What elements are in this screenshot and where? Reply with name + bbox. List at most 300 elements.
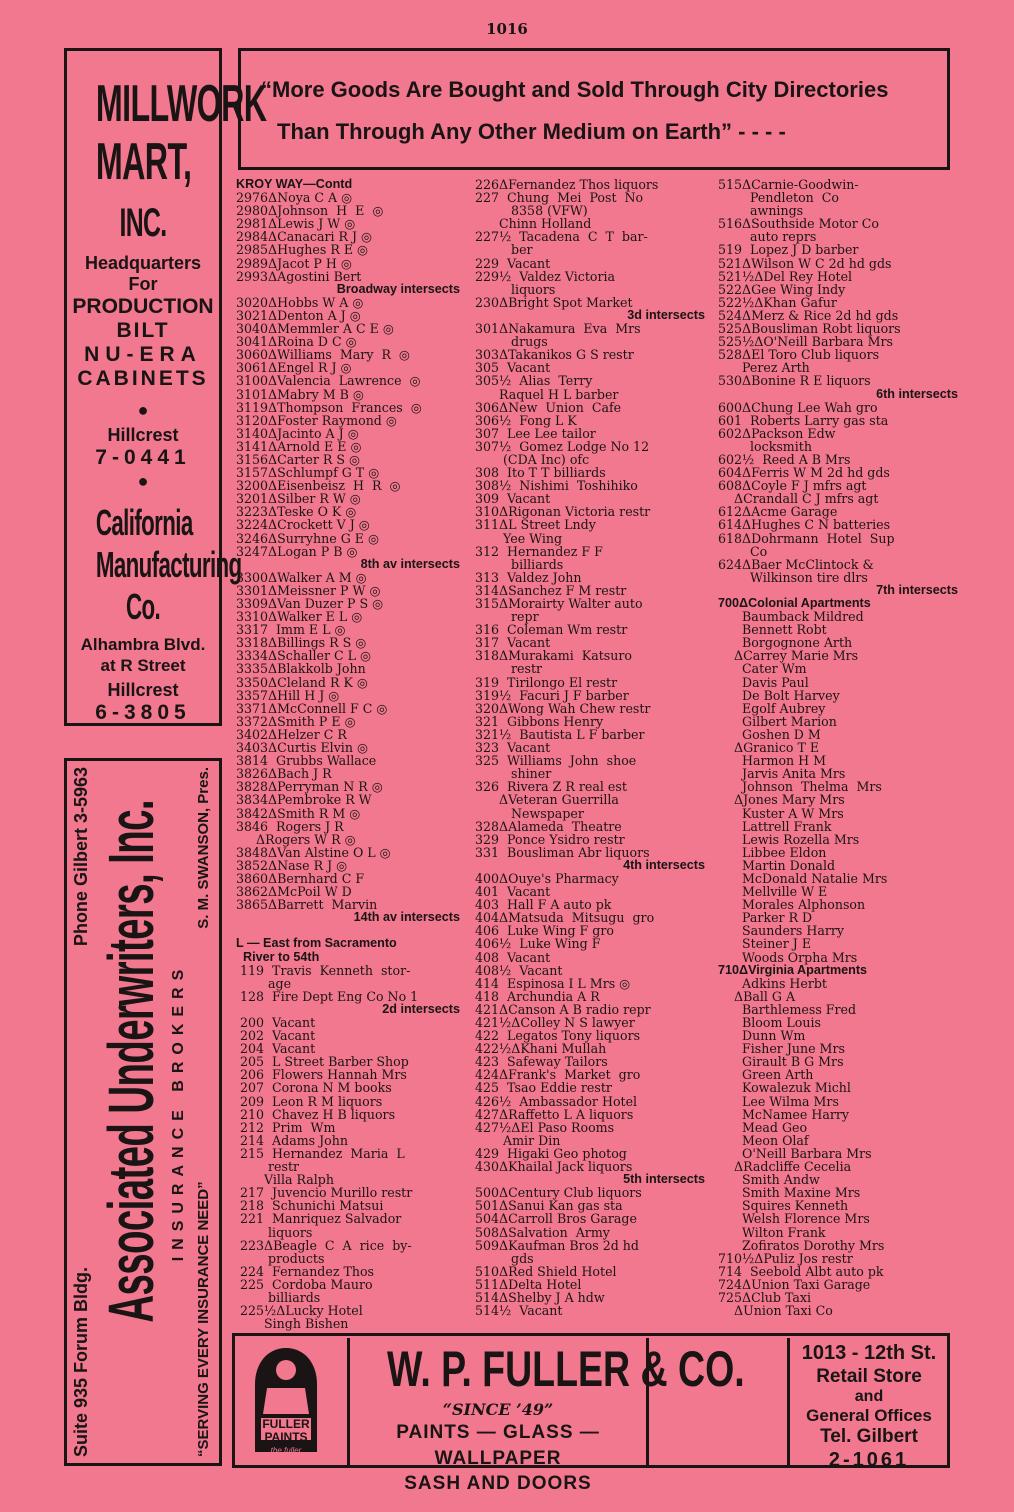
intersection-heading: 7th intersects	[876, 582, 958, 597]
directory-entry: 3335ΔBlakkolb John	[236, 661, 366, 677]
directory-entry: 227 Chung Mei Post No	[475, 190, 644, 206]
directory-entry: repr	[475, 609, 539, 625]
directory-entry: Welsh Florence Mrs	[718, 1211, 870, 1227]
directory-entry: McNamee Harry	[718, 1106, 849, 1122]
directory-entry: 2984ΔCanacari R J ◎	[236, 229, 373, 245]
directory-entry: 3300ΔWalker A M ◎	[236, 569, 367, 585]
directory-entry: 602ΔPackson Edw	[718, 425, 836, 441]
directory-entry: 3848ΔVan Alstine O L ◎	[236, 844, 391, 860]
directory-entry: 602½ Reed A B Mrs	[718, 451, 851, 467]
directory-entry: Wilkinson tire dlrs	[718, 569, 868, 585]
directory-entry: restr	[236, 1159, 300, 1175]
directory-entry: 401 Vacant	[475, 884, 551, 900]
directory-entry: 323 Vacant	[475, 740, 551, 756]
directory-entry: 3814 Grubbs Wallace	[236, 753, 377, 769]
directory-entry: ΔRogers W R ◎	[236, 831, 356, 847]
directory-entry: 528ΔEl Toro Club liquors	[718, 347, 880, 363]
directory-entry: 3040ΔMemmler A C E ◎	[236, 321, 394, 337]
directory-entry: 3224ΔCrockett V J ◎	[236, 517, 370, 533]
directory-entry: Woods Orpha Mrs	[718, 949, 858, 965]
page-number: 1016	[486, 20, 528, 38]
directory-entry: 418 Archundia A R	[475, 988, 600, 1004]
directory-entry: 3862ΔMcPoil W D	[236, 884, 352, 900]
fuller-phone: 2-1061	[828, 1449, 910, 1471]
ad-co: Co.	[125, 586, 161, 627]
directory-entry: age	[236, 975, 292, 991]
directory-entry: 329 Ponce Ysidro restr	[475, 831, 625, 847]
directory-entry: 309 Vacant	[475, 491, 551, 507]
directory-entry: 600ΔChung Lee Wah gro	[718, 399, 878, 415]
directory-entry: Barthlemess Fred	[718, 1001, 857, 1017]
directory-entry: 227½ Tacadena C T bar-	[475, 229, 648, 245]
directory-entry: ber	[475, 242, 533, 258]
directory-column-2	[475, 178, 705, 1317]
directory-entry: 310ΔRigonan Victoria restr	[475, 504, 651, 520]
banner-line-1: “More Goods Are Bought and Sold Through City Directories	[261, 77, 889, 102]
directory-entry: 320ΔWong Wah Chew restr	[475, 700, 651, 716]
directory-entry: 3402ΔHelzer C R	[236, 726, 347, 742]
ad-phone-gilbert: Phone Gilbert 3-5963	[71, 767, 91, 947]
directory-entry: Newspaper	[475, 805, 584, 821]
directory-entry: 331 Bousliman Abr liquors	[475, 844, 650, 860]
directory-entry: 515ΔCarnie-Goodwin-	[718, 177, 859, 192]
directory-entry: 3357ΔHill H J ◎	[236, 687, 340, 703]
directory-entry: 311ΔL Street Lndy	[475, 517, 596, 533]
directory-entry: 3301ΔMeissner P W ◎	[236, 582, 381, 598]
directory-entry: Perez Arth	[718, 360, 810, 376]
directory-entry: 3842ΔSmith R M ◎	[236, 805, 361, 821]
ad-manufacturing: Manufacturing	[95, 544, 242, 585]
directory-entry: 303ΔTakanikos G S restr	[475, 347, 634, 363]
directory-entry: 624ΔBaer McClintock &	[718, 556, 874, 572]
directory-entry: 3317 Imm E L ◎	[236, 622, 346, 638]
directory-entry: 3246ΔSurryhne G E ◎	[236, 530, 379, 546]
directory-entry: Lattrell Frank	[718, 818, 832, 834]
directory-entry: Jarvis Anita Mrs	[718, 766, 846, 782]
directory-entry: 604ΔFerris W M 2d hd gds	[718, 465, 890, 481]
directory-entry: Fisher June Mrs	[718, 1041, 845, 1057]
directory-entry: 119 Travis Kenneth stor-	[236, 962, 411, 978]
intersection-heading: 3d intersects	[627, 307, 705, 322]
directory-entry: 305½ Alias Terry	[475, 373, 593, 389]
directory-entry: 225 Cordoba Mauro	[236, 1276, 373, 1292]
directory-entry: 525½ΔO'Neill Barbara Mrs	[718, 334, 893, 350]
fuller-tel: Tel. Gilbert	[820, 1426, 918, 1447]
ad-production: PRODUCTION	[72, 295, 214, 318]
directory-entry: Davis Paul	[718, 674, 809, 690]
directory-entry: 406 Luke Wing F gro	[475, 923, 614, 939]
directory-entry: 301ΔNakamura Eva Mrs	[475, 321, 641, 337]
directory-entry: 313 Valdez John	[475, 569, 582, 585]
directory-entry: 2976ΔNoya C A ◎	[236, 190, 353, 206]
fuller-paints-ad	[232, 1333, 950, 1494]
directory-entry: 424ΔFrank's Market gro	[475, 1067, 641, 1083]
directory-entry: 522½ΔKhan Gafur	[718, 294, 837, 310]
directory-entry: 328ΔAlameda Theatre	[475, 818, 622, 834]
directory-entry: 406½ Luke Wing F	[475, 936, 601, 952]
directory-entry: Lewis Rozella Mrs	[718, 831, 860, 847]
directory-entry: awnings	[718, 203, 804, 219]
directory-entry: 325 Williams John shoe	[475, 753, 637, 769]
directory-entry: liquors	[236, 1224, 313, 1240]
directory-entry: 326 Rivera Z R real est	[475, 779, 627, 795]
street-heading: River to 54th	[236, 949, 320, 964]
directory-entry: (CDA Inc) ofc	[475, 451, 590, 467]
directory-entry: McDonald Natalie Mrs	[718, 870, 888, 886]
intersection-heading: 6th intersects	[876, 386, 958, 401]
directory-entry: products	[236, 1250, 325, 1266]
associated-underwriters-ad	[64, 758, 222, 1466]
directory-entry: 427ΔRaffetto L A liquors	[475, 1106, 634, 1122]
ad-phone-number-2: 6-3805	[95, 701, 191, 724]
directory-entry: 3120ΔFoster Raymond ◎	[236, 412, 397, 428]
directory-entry: 601 Roberts Larry gas sta	[718, 412, 889, 428]
directory-entry: O'Neill Barbara Mrs	[718, 1145, 872, 1161]
directory-entry: 3350ΔCleland R K ◎	[236, 674, 368, 690]
ad-nu-era: NU-ERA	[84, 343, 202, 366]
fuller-name: W. P. FULLER & CO.	[387, 1341, 745, 1397]
directory-entry: 3846 Rogers J R	[236, 818, 344, 834]
directory-entry: 508ΔSalvation Army	[475, 1224, 610, 1240]
intersection-heading: 14th av intersects	[353, 910, 460, 925]
directory-entry: 3834ΔPembroke R W	[236, 792, 372, 808]
directory-entry: 312 Hernandez F F	[475, 543, 603, 559]
directory-entry: 306½ Fong L K	[475, 412, 577, 428]
directory-entry: 724ΔUnion Taxi Garage	[718, 1276, 871, 1292]
directory-entry: 3156ΔCarter R S ◎	[236, 451, 360, 467]
directory-entry: 3140ΔJacinto A J ◎	[236, 425, 359, 441]
banner-line-2: Than Through Any Other Medium on Earth” - - - -	[277, 119, 786, 144]
directory-entry: 209 Leon R M liquors	[236, 1093, 383, 1109]
directory-entry: ΔRadcliffe Cecelia	[718, 1159, 852, 1175]
directory-entry: 319½ Facuri J F barber	[475, 687, 629, 703]
street-heading: 700ΔColonial Apartments	[718, 596, 871, 610]
directory-entry: Green Arth	[718, 1067, 814, 1083]
directory-entry: Smith Andw	[718, 1172, 820, 1188]
directory-entry: 504ΔCarroll Bros Garage	[475, 1211, 637, 1227]
directory-entry: 308 Ito T T billiards	[475, 465, 606, 481]
directory-entry: 3310ΔWalker E L ◎	[236, 609, 363, 625]
directory-entry: 218 Schunichi Matsui	[236, 1198, 384, 1214]
directory-entry: Harmon H M	[718, 753, 827, 769]
directory-entry: 400ΔOuye's Pharmacy	[475, 870, 619, 886]
directory-entry: 205 L Street Barber Shop	[236, 1054, 409, 1070]
directory-entry: 315ΔMorairty Walter auto	[475, 596, 643, 611]
directory-entry: auto reprs	[718, 229, 817, 245]
directory-entry: Bennett Robt	[718, 622, 827, 638]
directory-entry: 306ΔNew Union Cafe	[475, 399, 622, 415]
directory-entry: Bloom Louis	[718, 1015, 821, 1030]
directory-entry: 500ΔCentury Club liquors	[475, 1185, 642, 1201]
directory-entry: 230ΔBright Spot Market	[475, 294, 633, 310]
directory-entry: Squires Kenneth	[718, 1198, 849, 1214]
directory-entry: 3860ΔBernhard C F	[236, 870, 365, 886]
directory-entry: 221 Manriquez Salvador	[236, 1211, 402, 1227]
directories-banner	[238, 48, 950, 170]
directory-entry: 612ΔAcme Garage	[718, 504, 838, 520]
logo-label: FULLER PAINTS	[262, 1417, 310, 1444]
directory-entry: 426½ Ambassador Hotel	[475, 1093, 638, 1109]
ad-slogan: “SERVING EVERY INSURANCE NEED”	[195, 1181, 212, 1457]
directory-entry: 714 Seebold Albt auto pk	[718, 1263, 884, 1279]
directory-entry: 509ΔKaufman Bros 2d hd	[475, 1237, 639, 1253]
directory-entry: 3157ΔSchlumpf G T ◎	[236, 465, 380, 481]
directory-entry: 710½ΔPuliz Jos restr	[718, 1250, 853, 1266]
directory-entry: Egolf Aubrey	[718, 700, 826, 716]
directory-entry: 3061ΔEngel R J ◎	[236, 360, 352, 376]
directory-entry: 3060ΔWilliams Mary R ◎	[236, 347, 410, 363]
directory-entry: Pendleton Co	[718, 190, 840, 206]
directory-entry: 425 Tsao Eddie restr	[475, 1080, 612, 1096]
directory-entry: 514ΔShelby J A hdw	[475, 1289, 605, 1305]
directory-entry: Parker R D	[718, 910, 813, 926]
ad-california: California	[95, 502, 193, 543]
directory-entry: Amir Din	[475, 1132, 561, 1148]
ad-phone-number-1: 7-0441	[95, 446, 191, 469]
directory-entry: De Bolt Harvey	[718, 687, 840, 703]
directory-entry: 307 Lee Lee tailor	[475, 425, 596, 441]
directory-entry: 3201ΔSilber R W ◎	[236, 491, 361, 507]
fuller-since: “SINCE ’49”	[442, 1400, 554, 1419]
ad-suite: Suite 935 Forum Bldg.	[71, 1266, 91, 1457]
directory-entry: shiner	[475, 766, 552, 782]
directory-entry: 308½ Nishimi Toshihiko	[475, 478, 638, 494]
ad-phone-exchange-1: Hillcrest	[107, 425, 179, 445]
directory-entry: 3247ΔLogan P B ◎	[236, 543, 358, 559]
directory-entry: 217 Juvencio Murillo restr	[236, 1185, 413, 1201]
directory-entry: 3020ΔHobbs W A ◎	[236, 294, 364, 310]
directory-entry: 414 Espinosa I L Mrs ◎	[475, 975, 631, 991]
directory-entry: 229 Vacant	[475, 255, 551, 271]
directory-entry: 427½ΔEl Paso Rooms	[475, 1119, 615, 1135]
directory-entry: billiards	[475, 556, 564, 572]
ad-millwork-title: MILLWORK	[95, 75, 267, 133]
ad-address-1: Alhambra Blvd.	[80, 635, 206, 654]
directory-entry: 3223ΔTeske O K ◎	[236, 504, 357, 520]
directory-entry: 215 Hernandez Maria L	[236, 1145, 405, 1161]
directory-entry: 3021ΔDenton A J ◎	[236, 307, 361, 323]
directory-entry: 2981ΔLewis J W ◎	[236, 216, 356, 232]
directory-entry: ΔUnion Taxi Co	[718, 1303, 833, 1319]
ad-underwriters-name: Associated Underwriters, Inc.	[95, 800, 167, 1323]
divider	[787, 1338, 790, 1466]
directory-entry: 408½ Vacant	[475, 962, 563, 978]
directory-entry: ΔCrandall C J mfrs agt	[718, 491, 879, 507]
directory-entry: Chinn Holland	[475, 216, 592, 232]
directory-entry: 321½ Bautista L F barber	[475, 726, 645, 742]
ad-cabinets: CABINETS	[77, 367, 209, 390]
street-heading: 710ΔVirginia Apartments	[718, 962, 868, 977]
directory-entry: Mead Geo	[718, 1119, 808, 1135]
directory-entry: 429 Higaki Geo photog	[475, 1145, 627, 1161]
ad-phone-exchange-2: Hillcrest	[107, 680, 179, 700]
directory-entry: 321 Gibbons Henry	[475, 713, 604, 729]
ad-millwork-inc: INC.	[119, 201, 167, 245]
directory-entry: 2980ΔJohnson H E ◎	[236, 203, 384, 219]
directory-entry: 422½ΔKhani Mullah	[475, 1041, 607, 1057]
directory-column-3	[718, 178, 958, 1317]
directory-entry: 226ΔFernandez Thos liquors	[475, 177, 659, 192]
directory-entry: 3041ΔRoina D C ◎	[236, 334, 357, 350]
directory-entry: 207 Corona N M books	[236, 1080, 392, 1096]
fuller-products: PAINTS — GLASS — WALLPAPER	[396, 1422, 600, 1469]
bullet-icon: ●	[137, 400, 149, 420]
directory-entry: ΔGranico T E	[718, 740, 820, 756]
directory-entry: 3200ΔEisenbeisz H R ◎	[236, 478, 401, 494]
directory-entry: 3100ΔValencia Lawrence ◎	[236, 373, 421, 389]
directory-entry: Girault B G Mrs	[718, 1054, 844, 1070]
directory-entry: gds	[475, 1250, 534, 1266]
directory-entry: 307½ Gomez Lodge No 12	[475, 438, 650, 454]
logo-sub: the fuller	[270, 1446, 302, 1455]
directory-entry: 2989ΔJacot P H ◎	[236, 255, 352, 271]
directory-entry: 229½ Valdez Victoria	[475, 268, 616, 284]
directory-entry: Raquel H L barber	[475, 386, 619, 402]
directory-entry: 225½ΔLucky Hotel	[236, 1303, 363, 1319]
directory-column-1	[236, 178, 460, 1330]
directory-entry: 430ΔKhailal Jack liquors	[475, 1159, 633, 1175]
directory-entry: 206 Flowers Hannah Mrs	[236, 1067, 407, 1083]
bullet-icon: ●	[137, 471, 149, 491]
intersection-heading: 5th intersects	[623, 1172, 705, 1187]
directory-entry: Dunn Wm	[718, 1028, 806, 1044]
directory-entry: Johnson Thelma Mrs	[718, 779, 882, 795]
street-heading: KROY WAY—Contd	[236, 177, 353, 191]
directory-entry: 725ΔClub Taxi	[718, 1289, 812, 1305]
directory-entry: Goshen D M	[718, 726, 821, 742]
directory-entry: Martin Donald	[718, 857, 836, 873]
directory-entry: 403 Hall F A auto pk	[475, 897, 612, 913]
directory-entry: Meon Olaf	[718, 1132, 809, 1148]
directory-entry: 317 Vacant	[475, 635, 551, 651]
directory-entry: 3334ΔSchaller C L ◎	[236, 648, 371, 664]
directory-entry: 3828ΔPerryman N R ◎	[236, 779, 383, 795]
directory-entry: 404ΔMatsuda Mitsugu gro	[475, 910, 655, 926]
directory-entry: ΔJones Mary Mrs	[718, 792, 845, 808]
directory-entry: 421ΔCanson A B radio repr	[475, 1001, 651, 1017]
fuller-sash: SASH AND DOORS	[404, 1473, 592, 1494]
directory-entry: Mellville W E	[718, 884, 828, 900]
directory-entry: 224 Fernandez Thos	[236, 1263, 375, 1279]
directory-entry: 3309ΔVan Duzer P S ◎	[236, 596, 384, 611]
directory-entry: 519 Lopez J D barber	[718, 242, 859, 258]
directory-entry: 614ΔHughes C N batteries	[718, 517, 891, 533]
directory-entry: 210 Chavez H B liquors	[236, 1106, 396, 1122]
directory-entry: 521½ΔDel Rey Hotel	[718, 268, 853, 284]
directory-entry: liquors	[475, 281, 556, 297]
directory-entry: Kuster A W Mrs	[718, 805, 844, 821]
directory-entry: 3371ΔMcConnell F C ◎	[236, 700, 388, 716]
directory-entry: Adkins Herbt	[718, 975, 827, 991]
fuller-and: and	[854, 1388, 884, 1405]
directory-entry: Wilton Frank	[718, 1224, 826, 1240]
directory-entry: 305 Vacant	[475, 360, 551, 376]
directory-entry: Lee Wilma Mrs	[718, 1093, 839, 1109]
directory-entry: billiards	[236, 1289, 321, 1305]
directory-entry: 128 Fire Dept Eng Co No 1	[236, 988, 419, 1004]
directory-entry: Gilbert Marion	[718, 713, 837, 729]
directory-entry: 3826ΔBach J R	[236, 766, 332, 782]
directory-entry: 3372ΔSmith P E ◎	[236, 713, 356, 729]
directory-entry: Singh Bishen	[236, 1316, 349, 1332]
intersection-heading: 4th intersects	[623, 857, 705, 872]
directory-entry: ΔBall G A	[718, 988, 796, 1004]
intersection-heading: 8th av intersects	[360, 556, 460, 571]
ad-address-2: at R Street	[100, 656, 186, 675]
directory-entry: 3403ΔCurtis Elvin ◎	[236, 740, 368, 756]
intersection-heading: Broadway intersects	[336, 281, 460, 296]
directory-entry: 3101ΔMabry M B ◎	[236, 386, 364, 402]
directory-entry: 521ΔWilson W C 2d hd gds	[718, 255, 892, 271]
directory-entry: 3119ΔThompson Frances ◎	[236, 399, 422, 415]
directory-entry: Smith Maxine Mrs	[718, 1185, 861, 1201]
directory-entry: 618ΔDohrmann Hotel Sup	[718, 530, 895, 546]
ad-insurance-brokers: INSURANCE BROKERS	[170, 962, 187, 1262]
directory-entry: 200 Vacant	[236, 1015, 316, 1030]
directory-entry: Morales Alphonson	[718, 897, 866, 913]
directory-entry: 510ΔRed Shield Hotel	[475, 1263, 617, 1279]
directory-entry: 530ΔBonine R E liquors	[718, 373, 871, 389]
directory-entry: 212 Prim Wm	[236, 1119, 336, 1135]
directory-entry: 3865ΔBarrett Marvin	[236, 897, 378, 913]
fuller-address: 1013 - 12th St.	[801, 1342, 937, 1364]
directory-entry: 318ΔMurakami Katsuro	[475, 648, 632, 664]
directory-entry: locksmith	[718, 438, 812, 454]
directory-entry: Kowalezuk Michl	[718, 1080, 851, 1096]
ad-president: S. M. SWANSON, Pres.	[195, 767, 212, 929]
directory-entry: 516ΔSouthside Motor Co	[718, 216, 879, 232]
directory-entry: Baumback Mildred	[718, 609, 864, 625]
directory-entry: 204 Vacant	[236, 1041, 316, 1057]
directory-entry: restr	[475, 661, 543, 677]
directory-entry: 524ΔMerz & Rice 2d hd gds	[718, 307, 899, 323]
directory-entry: Yee Wing	[475, 530, 563, 546]
directory-entry: 3318ΔBillings R S ◎	[236, 635, 367, 651]
directory-entry: 3852ΔNase R J ◎	[236, 857, 348, 873]
directory-entry: 608ΔCoyle F J mfrs agt	[718, 478, 867, 494]
ad-bilt: BILT	[116, 319, 170, 342]
millwork-mart-ad	[64, 48, 267, 726]
ad-headquarters: Headquarters	[84, 253, 202, 273]
fuller-retail: Retail Store	[816, 1366, 922, 1387]
directory-entry: 319 Tirilongo El restr	[475, 674, 618, 690]
directory-entry: Co	[718, 543, 768, 559]
directory-entry: 3141ΔArnold E E ◎	[236, 438, 362, 454]
directory-entry: Steiner J E	[718, 936, 812, 952]
ad-millwork-mart: MART,	[95, 133, 192, 191]
directory-entry: 202 Vacant	[236, 1028, 316, 1044]
directory-entry: 408 Vacant	[475, 949, 551, 965]
directory-entry: Saunders Harry	[718, 923, 845, 939]
directory-entry: drugs	[475, 334, 548, 350]
intersection-heading: 2d intersects	[382, 1001, 460, 1016]
directory-entry: 314ΔSanchez F M restr	[475, 582, 627, 598]
directory-entry: Libbee Eldon	[718, 844, 827, 860]
directory-entry: 525ΔBousliman Robt liquors	[718, 321, 901, 337]
directory-entry: Villa Ralph	[236, 1172, 334, 1188]
directory-entry: 214 Adams John	[236, 1132, 348, 1148]
directory-entry: 316 Coleman Wm restr	[475, 622, 628, 638]
directory-entry: Cater Wm	[718, 661, 807, 677]
directory-entry: 223ΔBeagle C A rice by-	[236, 1237, 412, 1253]
fuller-offices: General Offices	[806, 1406, 932, 1425]
directory-entry: 421½ΔColley N S lawyer	[475, 1015, 635, 1030]
directory-entry: 514½ Vacant	[475, 1303, 563, 1319]
directory-entry: 2993ΔAgostini Bert	[236, 268, 362, 284]
directory-entry: 8358 (VFW)	[475, 203, 588, 219]
street-heading: L — East from Sacramento	[236, 936, 397, 951]
directory-entry: 423 Safeway Tailors	[475, 1054, 608, 1070]
